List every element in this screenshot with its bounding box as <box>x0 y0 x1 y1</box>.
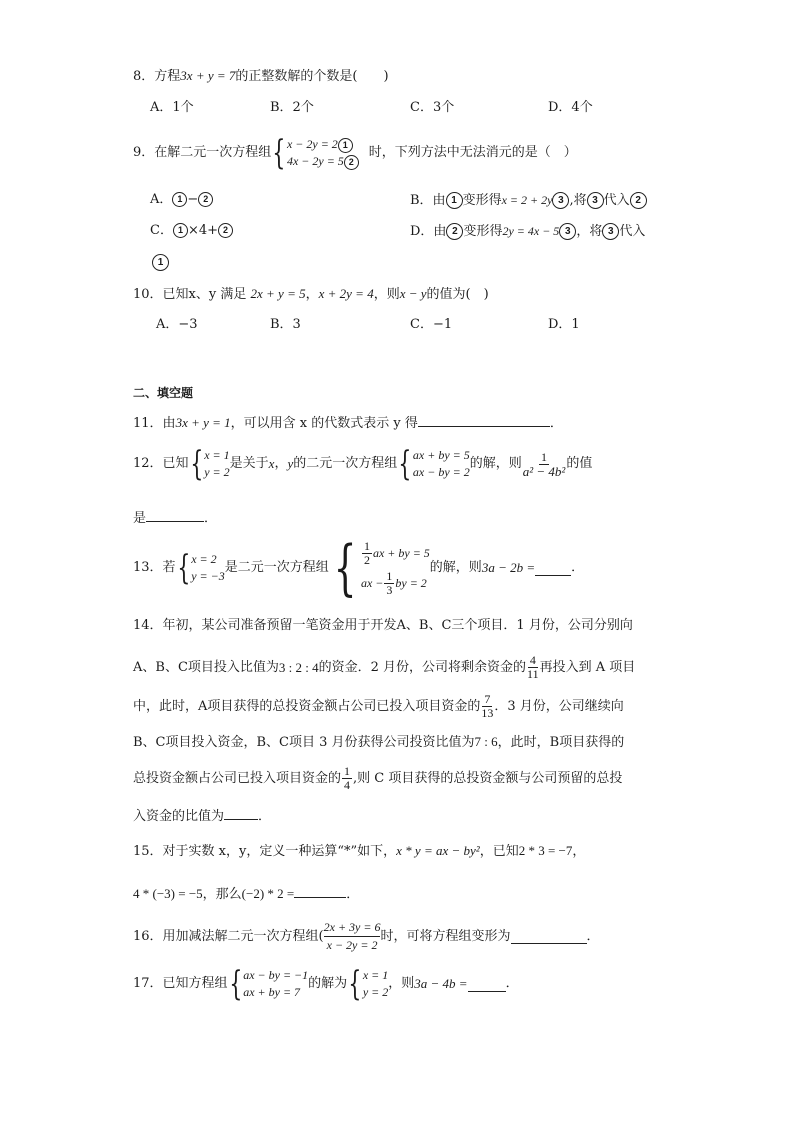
fraction-7-13: $\frac{7}{13}$ <box>481 692 494 720</box>
question-10: 10．已知x、y 满足 2x + y = 5，x + 2y = 4，则x − y的值为( ) <box>133 286 489 302</box>
answer-blank[interactable] <box>511 929 587 944</box>
brace-icon: { <box>228 964 242 1004</box>
question-12: 12． 已知 { x = 1 y = 2 是关于 x ， y 的二元一次方程组 { ax + by = 5 ax − by = 2 的解，则 $\frac{1}{\text{a² − 4b²}}$ 的值 <box>133 444 593 484</box>
circled-3-icon: 3 <box>552 192 569 209</box>
q8-option-d: D．4个 <box>548 100 593 115</box>
circled-1-icon: 1 <box>172 192 187 207</box>
question-14-line-5: 总投资金额占公司已投入项目资金的 $\frac{1}{4}$ ,则 C 项目获得的总投资金额与公司预留的总投 <box>133 764 623 792</box>
question-14-line-1: 14．年初，某公司准备预留一笔资金用于开发A、B、C三个项目．1 月份，公司分别向 <box>133 618 633 633</box>
section-title-fill-blank: 二、填空题 <box>133 386 194 400</box>
question-15-line-2: 4 * (−3) = −5，那么(−2) * 2 = ． <box>133 883 359 904</box>
q12-equation-system: { ax + by = 5 ax − by = 2 <box>398 444 470 484</box>
answer-blank[interactable] <box>294 883 346 898</box>
circled-2-icon: 2 <box>630 192 647 209</box>
q12-solution-system: { x = 1 y = 2 <box>189 444 230 484</box>
q12-fraction: $\frac{1}{\text{a² − 4b²}}$ <box>522 449 566 479</box>
circled-1-icon: 1 <box>152 254 169 271</box>
brace-icon: { <box>348 964 362 1004</box>
q9-option-a: A． 1 − 2 <box>150 191 213 209</box>
circled-1-icon: 1 <box>173 223 188 238</box>
brace-icon: { <box>398 444 412 484</box>
question-11: 11．由3x + y = 1，可以用含 x 的代数式表示 y 得 ． <box>133 412 563 433</box>
q9-option-b: B．由 1 变形得x = 2 + 2y 3 ,将 3 代入 2 <box>410 191 647 210</box>
q8-option-c: C．3个 <box>410 100 455 115</box>
q9-equation-system: { x − 2y = 2 1 4x − 2y = 5 2 <box>271 136 359 170</box>
question-14-line-4: B、C项目投入资金，B、C项目 3 月份获得公司投资比值为7 : 6，此时，B项目获得的 <box>133 734 625 750</box>
q9-option-d: D．由 2 变形得2y = 4x − 5 3 ，将 3 代入 <box>410 224 646 239</box>
circled-3-icon: 3 <box>587 192 604 209</box>
circled-3-icon: 3 <box>602 223 619 240</box>
q10-option-d: D．1 <box>548 317 580 332</box>
answer-blank[interactable] <box>146 507 204 522</box>
circled-2-icon: 2 <box>446 223 463 240</box>
question-14-line-3: 中，此时，A项目获得的总投资金额占公司已投入项目资金的 $\frac{7}{13}$ ．3 月份，公司继续向 <box>133 692 624 720</box>
brace-icon: { <box>176 548 190 588</box>
circled-1-icon: 1 <box>338 138 353 153</box>
circled-1-icon: 1 <box>446 192 463 209</box>
question-13: 13． 若 { x = 2 y = −3 是二元一次方程组 { $\frac{1}{2}$ ax + by = 5 ax − $\frac{1}{3}$ by = 2 的解，则 3a − 2b = ． <box>133 533 585 603</box>
q16-equation-system: 2x + 3y = 6 x − 2y = 2 <box>323 920 381 952</box>
q10-option-b: B．3 <box>270 317 301 332</box>
q8-option-a: A．1个 <box>150 100 194 115</box>
question-15-line-1: 15．对于实数 x，y，定义一种运算“*”如下，x * y = ax − by²，已知2 * 3 = −7， <box>133 843 586 859</box>
circled-3-icon: 3 <box>559 223 576 240</box>
answer-blank[interactable] <box>468 977 506 992</box>
brace-icon: { <box>272 133 286 173</box>
q9-option-d-continued <box>152 254 169 272</box>
brace-icon: { <box>189 444 203 484</box>
q9-option-c: C． 1 ×4+ 2 <box>150 222 233 240</box>
q10-option-c: C．−1 <box>410 317 453 332</box>
circled-2-icon: 2 <box>198 192 213 207</box>
q8-option-b: B．2个 <box>270 100 314 115</box>
fraction-4-11: $\frac{4}{11}$ <box>527 653 539 681</box>
question-17: 17． 已知方程组 { ax − by = −1 ax + by = 7 的解为 { x = 1 y = 2 ，则 3a − 4b = ． <box>133 964 519 1004</box>
question-8: 8．方程3x + y = 7的正整数解的个数是( ) <box>133 68 389 84</box>
fraction-1-4: $\frac{1}{4}$ <box>344 764 351 792</box>
brace-icon: { <box>333 533 357 603</box>
question-9: 9． 在解二元一次方程组 { x − 2y = 2 1 4x − 2y = 5 2 时，下列方法中无法消元的是（ ） <box>133 133 577 173</box>
q8-expression: 3x + y = 7 <box>180 68 236 83</box>
question-14-line-6: 入资金的比值为 ． <box>133 805 271 826</box>
question-12-continued: 是 ． <box>133 507 217 528</box>
q17-equation-system: { ax − by = −1 ax + by = 7 <box>228 964 309 1004</box>
answer-blank[interactable] <box>535 561 571 576</box>
q17-solution-system: { x = 1 y = 2 <box>348 964 389 1004</box>
q13-equation-system: { $\frac{1}{2}$ ax + by = 5 ax − $\frac{1}{3}$ by = 2 <box>333 533 430 603</box>
circled-2-icon: 2 <box>218 223 233 238</box>
q10-option-a: A．−3 <box>156 317 198 332</box>
question-14-line-2: A、B、C项目投入比值为 3 : 2 : 4 的资金．2 月份，公司将剩余资金的 $\frac{4}{11}$ 再投入到 A 项目 <box>133 653 636 681</box>
circled-2-icon: 2 <box>344 155 359 170</box>
answer-blank[interactable] <box>224 805 258 820</box>
answer-blank[interactable] <box>418 412 550 427</box>
q13-solution-system: { x = 2 y = −3 <box>176 548 225 588</box>
question-16: 16． 用加减法解二元一次方程组( 2x + 3y = 6 x − 2y = 2 时，可将方程组变形为 ． <box>133 920 600 952</box>
